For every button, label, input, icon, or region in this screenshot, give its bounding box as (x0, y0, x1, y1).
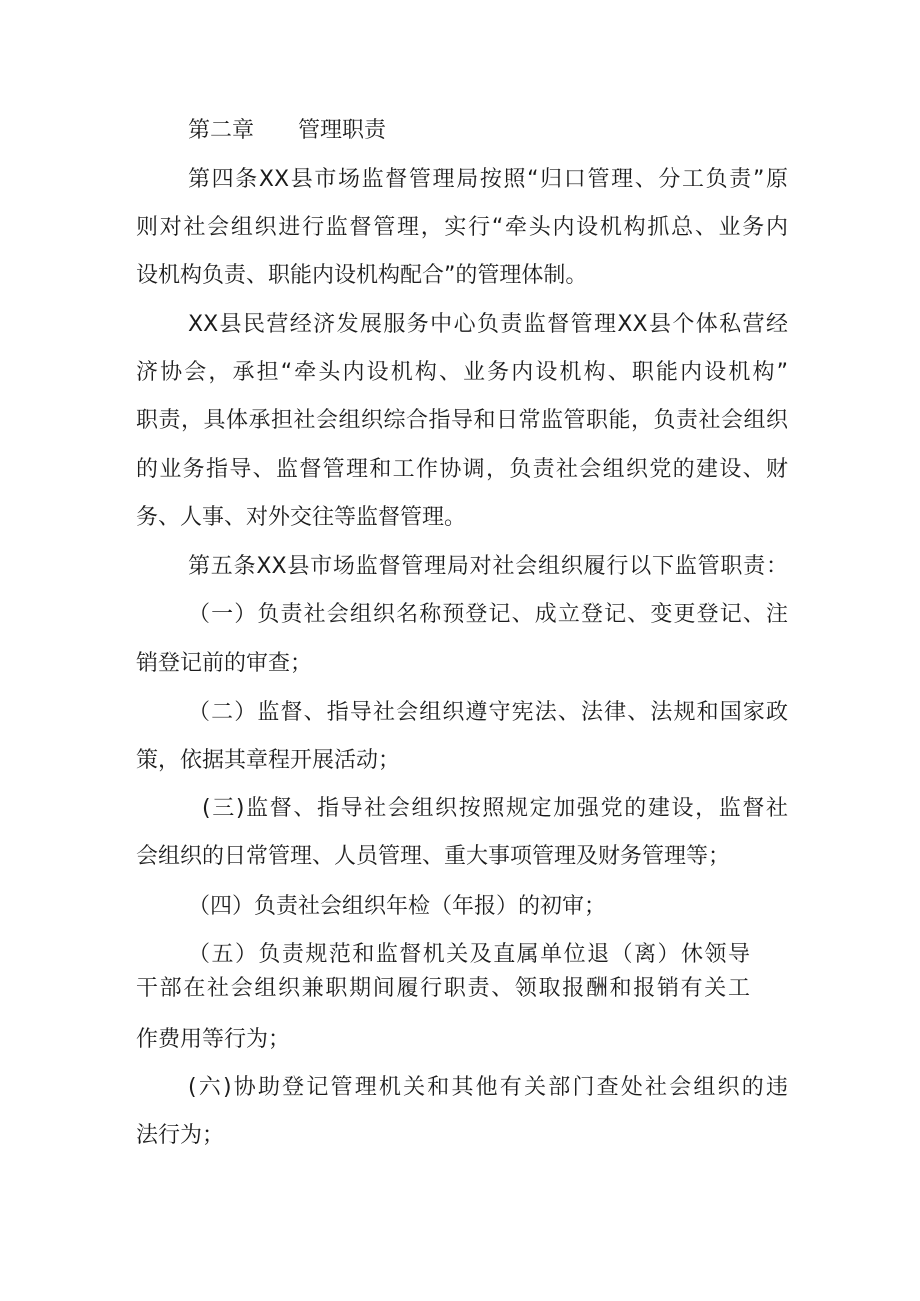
center-paragraph-line: XX县民营经济发展服务中心负责监督管理XX县个体私营经 (188, 312, 788, 337)
article5-item-line: （五）负责规范和监督机关及直属单位退（离）休领导 (188, 942, 750, 967)
center-paragraph-line: 济协会，承担“牵头内设机构、业务内设机构、职能内设机构” (136, 360, 788, 385)
article5-item-line: 会组织的日常管理、人员管理、重大事项管理及财务管理等； (136, 844, 731, 869)
article5-item-line: （二）监督、指导社会组织遵守宪法、法律、法规和国家政 (188, 700, 788, 725)
article5-item-line: （一）负责社会组织名称预登记、成立登记、变更登记、注 (188, 602, 788, 627)
article5-item-line: (六)协助登记管理机关和其他有关部门查处社会组织的违 (188, 1075, 788, 1100)
article5-item-line: 销登记前的审查； (136, 651, 313, 676)
center-paragraph-line: 务、人事、对外交往等监督管理。 (136, 505, 467, 530)
article5-item-line: 干部在社会组织兼职期间履行职责、领取报酬和报销有关工 (136, 976, 750, 1001)
chapter-heading: 第二章 管理职责 (188, 118, 387, 143)
article5-item-line: 法行为； (136, 1123, 225, 1148)
article5-item-line: （四）负责社会组织年检（年报）的初审； (188, 894, 607, 919)
article5-item-line: 作费用等行为； (136, 1027, 291, 1052)
article5-item-line: (三)监督、指导社会组织按照规定加强党的建设，监督社 (202, 796, 788, 821)
article4-line: 第四条XX县市场监督管理局按照“归口管理、分工负责”原 (188, 167, 788, 192)
center-paragraph-line: 的业务指导、监督管理和工作协调，负责社会组织党的建设、财 (136, 457, 788, 482)
article4-line: 设机构负责、职能内设机构配合”的管理体制。 (136, 263, 588, 288)
article5-item-line: 策，依据其章程开展活动； (136, 748, 401, 773)
center-paragraph-line: 职责，具体承担社会组织综合指导和日常监管职能，负责社会组织 (136, 408, 788, 433)
article4-line: 则对社会组织进行监督管理，实行“牵头内设机构抓总、业务内 (136, 215, 788, 240)
article5-intro: 第五条XX县市场监督管理局对社会组织履行以下监管职责： (188, 554, 788, 579)
